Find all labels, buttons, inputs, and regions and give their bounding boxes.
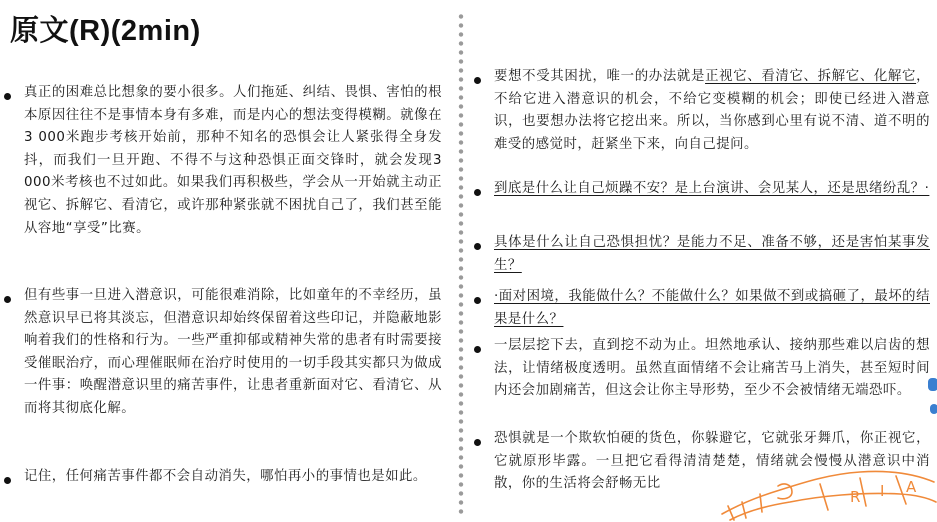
- bullet-icon: [474, 77, 481, 84]
- underlined-text: ·面对困境，我能做什么？不能做什么？如果做不到或搞砸了，最坏的结果是什么？: [494, 289, 930, 327]
- page-title: 原文(R)(2min): [10, 15, 201, 47]
- logo-letter-a: A: [906, 478, 917, 496]
- text-segment: 但有些事一旦进入潜意识，可能很难消除，比如童年的不幸经历，虽然意识早已将其淡忘，但潜意识却始终保留着这些印记，并隐蔽地影响着我们的性格和行为。一些严重抑郁或精神失常的患者有时需要接受催眠治疗，而心理催眠师在治疗时使用的一切手段其实都只为做成一件事：唤醒潜意识里的痛苦事件，让患者重新面对它、看清它、从而将其彻底化解。: [24, 288, 442, 416]
- question-text: [494, 286, 930, 331]
- question-text: [494, 178, 930, 201]
- text-segment: 记住，任何痛苦事件都不会自动消失，哪怕再小的事情也是如此。: [24, 469, 427, 484]
- paragraph-text: [494, 66, 930, 156]
- bullet-icon: [474, 346, 481, 353]
- dotted-divider: [458, 12, 464, 518]
- paragraph-face-it: [474, 66, 930, 156]
- question-fear: [474, 232, 930, 277]
- question-irritated: [474, 178, 930, 201]
- ria-logo: [720, 462, 937, 522]
- bullet-icon: [474, 439, 481, 446]
- paragraph-text: [494, 335, 930, 403]
- paragraph-remember: [4, 466, 442, 489]
- underlined-text: 到底是什么让自己烦躁不安？是上台演讲、会见某人，还是思绪纷乱？·: [494, 181, 930, 196]
- bullet-icon: [474, 189, 481, 196]
- bullet-icon: [4, 296, 11, 303]
- question-what-can-i-do: [474, 286, 930, 331]
- paragraph-text: [24, 466, 442, 489]
- bullet-icon: [474, 243, 481, 250]
- bullet-icon: [4, 93, 11, 100]
- side-tab-marker[interactable]: [930, 404, 937, 414]
- paragraph-dig-deep: [474, 335, 930, 403]
- text-segment: 要想不受其困扰，唯一的办法就是: [494, 69, 706, 84]
- text-segment: 恐惧就是一个欺软怕硬的货色，你躲避它，它就张牙舞爪，你正视它，它就原形毕露。一旦把它看得清清楚楚，情绪就会慢慢从潜意识中消散，你的生活将会舒畅无比: [494, 431, 930, 492]
- paragraph-real-difficulty: [4, 82, 442, 240]
- paragraph-subconscious: [4, 285, 442, 421]
- bullet-icon: [4, 477, 11, 484]
- underlined-text: 具体是什么让自己恐惧担忧？是能力不足、准备不够，还是害怕某事发生？: [494, 235, 930, 273]
- question-text: [494, 232, 930, 277]
- underlined-text: 正视它、看清它、拆解它、化解它: [705, 69, 917, 84]
- text-segment: 一层层挖下去，直到挖不动为止。坦然地承认、接纳那些难以启齿的想法，让情绪极度透明。虽然直面情绪不会让痛苦马上消失，甚至短时间内还会加剧痛苦，但这会让你主导形势，至少不会被情绪无端恐吓。: [494, 338, 930, 399]
- logo-letter-i: I: [880, 482, 885, 500]
- paragraph-text: [24, 82, 442, 240]
- paragraph-text: [24, 285, 442, 421]
- text-segment: 真正的困难总比想象的要小很多。人们拖延、纠结、畏惧、害怕的根本原因往往不是事情本身有多难，而是内心的想法变得模糊。就像在3 000米跑步考核开始前，那种不知名的恐惧会让人紧张得全身发抖，而我们一旦开跑、不得不与这种恐惧正面交锋时，就会发现3 000米考核也不过如此。如果我们再积极些，学会从一开始就主动正视它、拆解它、看清它，或许那种紧张就不困扰自己了，我们甚至能从容地“享受”比赛。: [24, 85, 442, 236]
- side-tab-marker[interactable]: [928, 378, 937, 391]
- bullet-icon: [474, 297, 481, 304]
- text-segment: ，不给它进入潜意识的机会，不给它变模糊的机会；即使已经进入潜意识，也要想办法将它挖出来。所以，当你感到心里有说不清、道不明的难受的感觉时，赶紧坐下来，向自己提问。: [494, 69, 931, 152]
- logo-letter-r: R: [850, 488, 861, 506]
